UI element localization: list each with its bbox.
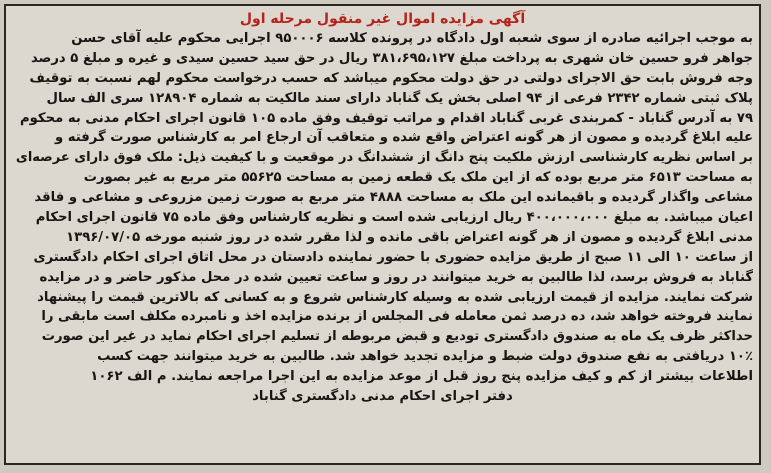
ad-text-line: نمایند فروخته خواهد شد، ده درصد ثمن معامله فی المجلس از برنده مزایده اخذ و نامبرده مکلف است مابقی را xyxy=(41,309,753,325)
ad-text-line: حداکثر ظرف یک ماه به صندوق دادگستری تودیع و قبض مربوطه از تسلیم اجرای احکام نماید در غیر این صورت xyxy=(41,329,753,345)
ad-title: آگهی مزایده اموال غیر منقول مرحله اول xyxy=(239,11,526,27)
ad-text-line: مدنی ابلاغ گردیده و مصون از هر گونه اعتراض باقی مانده و لذا مقرر شده در روز شنبه مورخه ۱۳۹۶/۰۷/۰۵ xyxy=(66,229,753,245)
ad-text-line: از ساعت ۱۰ الی ۱۱ صبح از طریق مزایده حضوری با حضور نماینده دادستان در محل اتاق اجرای احکام دادگستری xyxy=(33,249,753,265)
ad-text-line: به موجب اجرائیه صادره از سوی شعبه اول دادگاه در پرونده کلاسه ۹۵۰۰۰۶ اجرایی محکوم علیه آقای حسن xyxy=(71,31,753,46)
ad-signature: دفتر اجرای احکام مدنی دادگستری گناباد xyxy=(252,389,513,405)
ad-body xyxy=(12,29,753,407)
ad-text-line: ۱۰٪ دریافتی به نفع صندوق دولت ضبط و مزایده تجدید خواهد شد. طالبین به خرید میتوانند جهت کسب xyxy=(97,349,753,365)
ad-text-line: وجه فروش بابت حق الاجرای دولتی در حق دولت محکوم میباشد که حسب درخواست محکوم لهم نسبت به توقیف xyxy=(29,70,753,86)
ad-text-line: بر اساس نظریه کارشناسی ارزش ملکیت پنج دانگ از ششدانگ در موقعیت و با کیفیت ذیل: ملک فوق دارای عرصه‌ای xyxy=(15,150,753,166)
ad-text-line: جواهر فرو حسین خان شهری به پرداخت مبلغ ۳۸۱،۶۹۵،۱۲۷ ریال در حق سید حسین سیدی و غیره و مبلغ ۵ درصد xyxy=(30,50,753,66)
ad-text-line: ۷۹ به آدرس گناباد - کمربندی غربی گناباد اقدام و مراتب توقیف وفق ماده ۱۰۵ قانون اجرای احکام مدنی به محکوم xyxy=(19,110,753,126)
ad-text-line: مشاعی واگذار گردیده و باقیمانده این ملک به مساحت ۴۸۸۸ متر مربع به صورت زمین مزروعی و مشاعی و فاقد xyxy=(34,190,753,206)
ad-content xyxy=(12,9,753,460)
ad-text-line: علیه ابلاغ گردیده و مصون از هر گونه اعتراض واقع شده و متعاقب آن ارجاع امر به کارشناس صورت گرفته و xyxy=(55,130,753,146)
ad-frame xyxy=(4,4,761,465)
ad-text-line: پلاک ثبتی شماره ۲۳۴۲ فرعی از ۹۴ اصلی بخش یک گناباد دارای سند مالکیت به شماره ۱۲۸۹۰۴ سری الف سال xyxy=(46,90,753,106)
ad-text-line: اطلاعات بیشتر از کم و کیف مزایده پنج روز قبل از موعد مزایده به این اجرا مراجعه نمایند. م الف ۱۰۶۲ xyxy=(90,369,753,385)
ad-text-line: اعیان میباشد. به مبلغ ۴۰۰،۰۰۰،۰۰۰ ریال ارزیابی شده است و نظریه کارشناس وفق ماده ۷۵ قانون اجرای احکام xyxy=(35,210,753,226)
ad-text-line: شرکت نمایند. مزایده از قیمت ارزیابی شده به وسیله کارشناس شروع و به کسانی که بالاترین قیمت را پیشنهاد xyxy=(37,289,753,305)
ad-text-line: به مساحت ۶۵۱۳ متر مربع بوده که از این ملک یک قطعه زمین به مساحت ۵۵۶۲۵ متر مربع به غیر بصورت xyxy=(83,170,753,186)
ad-text-line: گناباد به فروش برسد، لذا طالبین به خرید میتوانند در روز و ساعت تعیین شده در محل مذکور حاضر و در مزایده xyxy=(39,269,753,285)
